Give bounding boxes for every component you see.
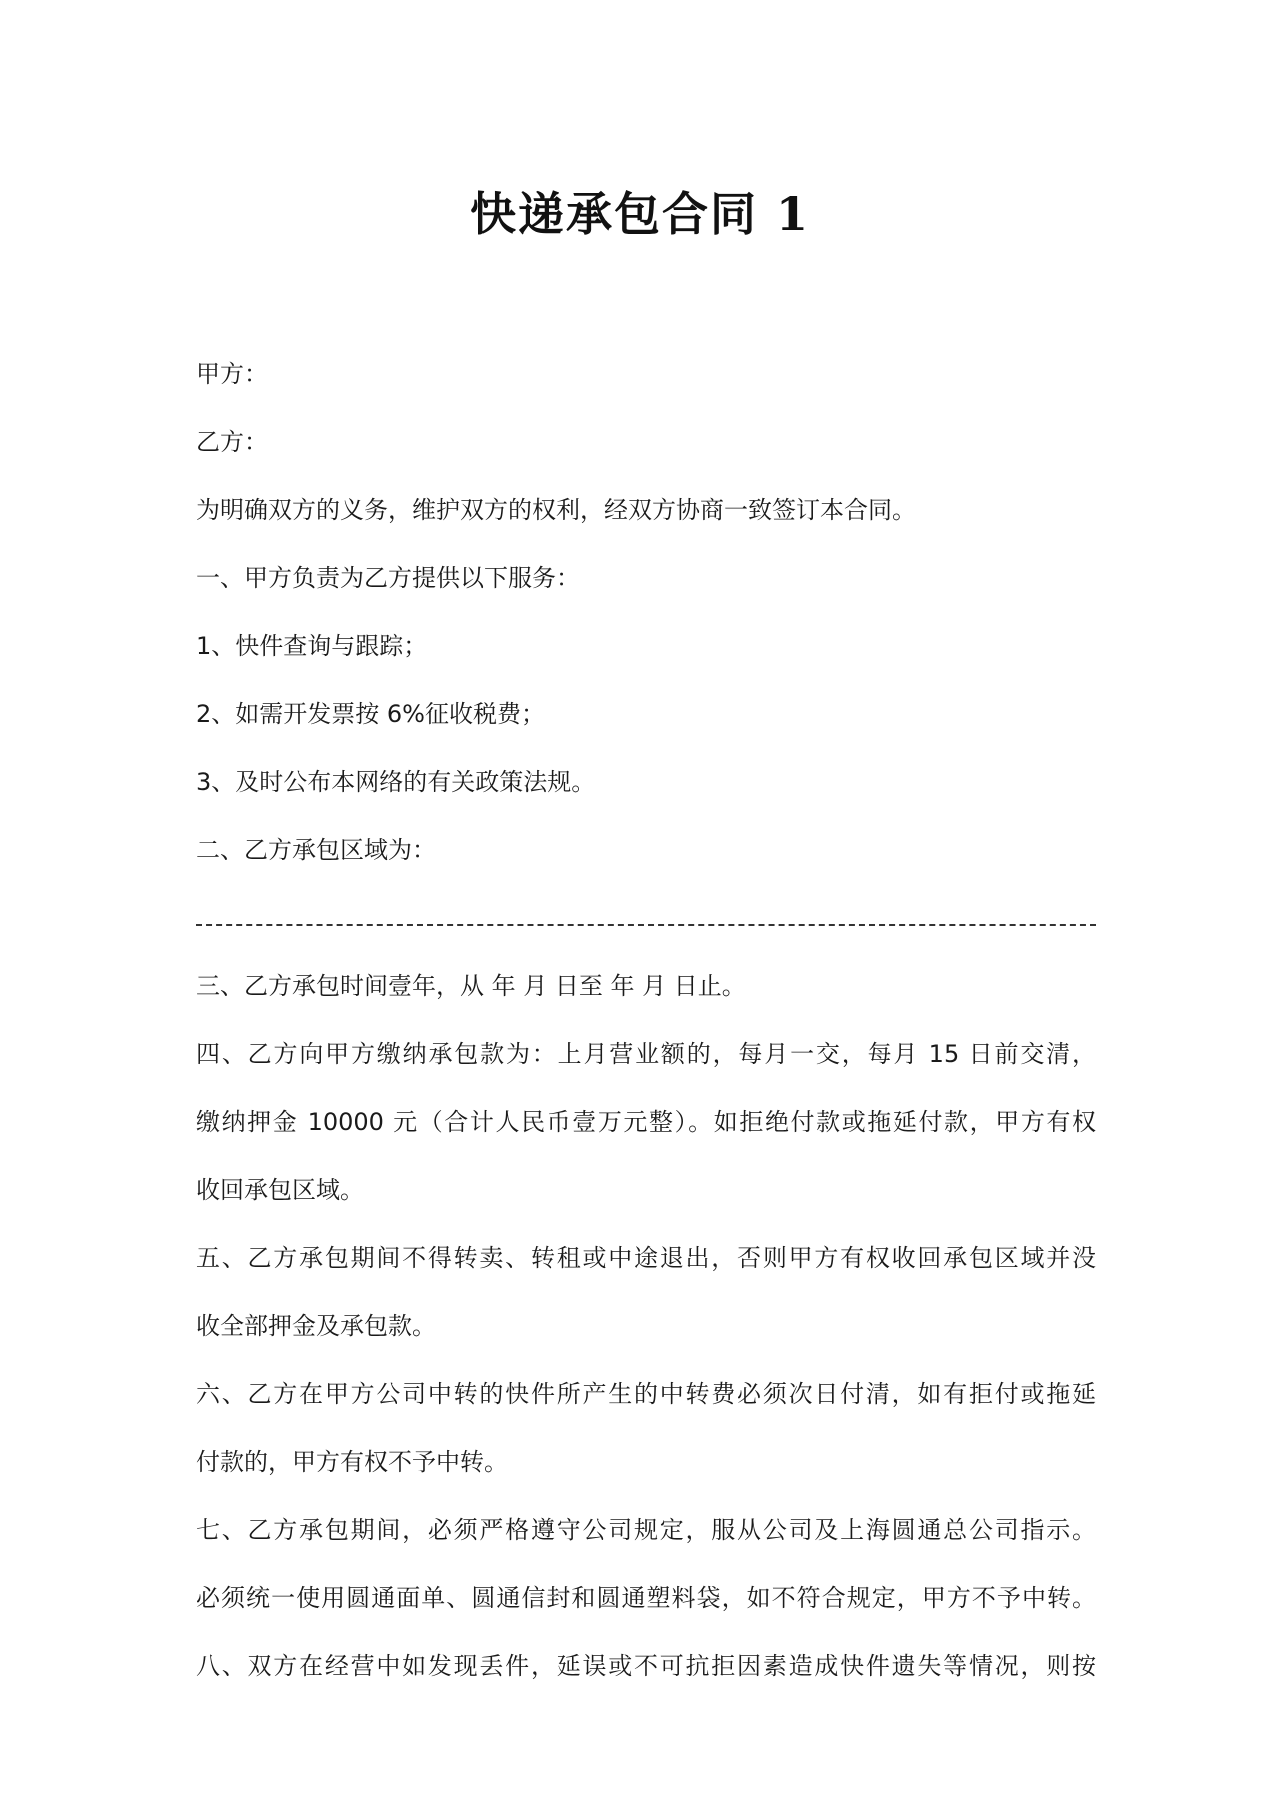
clause-4-line-3: 收回承包区域。: [196, 1176, 364, 1204]
preamble-line: 为明确双方的义务，维护双方的权利，经双方协商一致签订本合同。: [196, 496, 916, 524]
clause-6-line-2: 付款的，甲方有权不予中转。: [196, 1448, 508, 1476]
clause-1-item-3: 3、及时公布本网络的有关政策法规。: [196, 768, 596, 796]
clause-3-line: 三、乙方承包时间壹年，从 年 月 日至 年 月 日止。: [196, 972, 746, 1000]
clause-5-line-1: 五、乙方承包期间不得转卖、转租或中途退出，否则甲方有权收回承包区域并没: [196, 1244, 1096, 1272]
dashed-rule: [196, 924, 1096, 926]
clause-6-line-1: 六、乙方在甲方公司中转的快件所产生的中转费必须次日付清，如有拒付或拖延: [196, 1380, 1096, 1408]
party-a-line: 甲方：: [196, 360, 268, 388]
clause-8-line-1: 八、双方在经营中如发现丢件，延误或不可抗拒因素造成快件遗失等情况，则按: [196, 1652, 1096, 1680]
clause-4-line-1: 四、乙方向甲方缴纳承包款为：上月营业额的，每月一交，每月 15 日前交清，: [196, 1040, 1096, 1068]
clause-2-heading: 二、乙方承包区域为：: [196, 836, 436, 864]
clause-7-line-1: 七、乙方承包期间，必须严格遵守公司规定，服从公司及上海圆通总公司指示。: [196, 1516, 1096, 1544]
clause-1-item-2: 2、如需开发票按 6%征收税费；: [196, 700, 545, 728]
contract-body: [196, 340, 1096, 1700]
document-title: 快递承包合同 1: [469, 187, 811, 241]
party-b-line: 乙方：: [196, 428, 268, 456]
clause-7-line-2: 必须统一使用圆通面单、圆通信封和圆通塑料袋，如不符合规定，甲方不予中转。: [196, 1584, 1096, 1612]
clause-4-line-2: 缴纳押金 10000 元（合计人民币壹万元整）。如拒绝付款或拖延付款，甲方有权: [196, 1108, 1096, 1136]
clause-1-heading: 一、甲方负责为乙方提供以下服务：: [196, 564, 580, 592]
clause-5-line-2: 收全部押金及承包款。: [196, 1312, 436, 1340]
clause-1-item-1: 1、快件查询与跟踪；: [196, 632, 428, 660]
blank-fill-line: [196, 884, 1096, 952]
